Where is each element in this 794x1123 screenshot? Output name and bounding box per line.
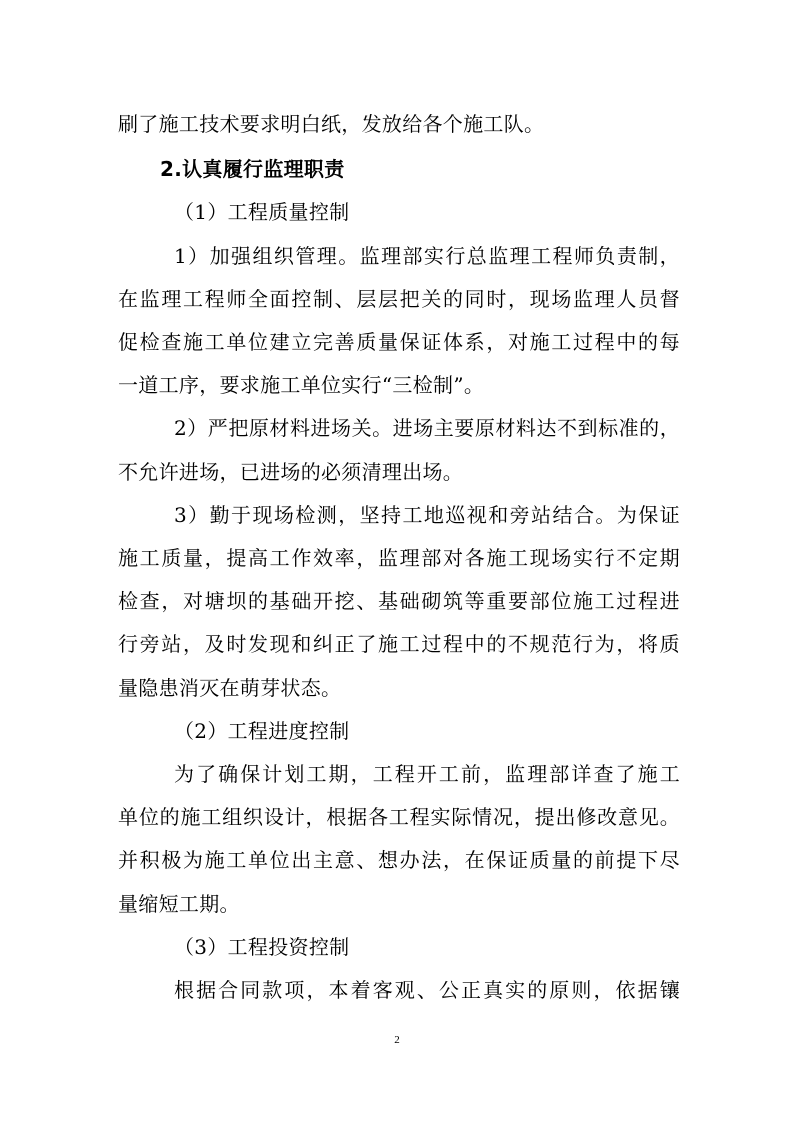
paragraph-line: 刷了施工技术要求明白纸，发放给各个施工队。 xyxy=(118,112,545,136)
paragraph-line: 3）勤于现场检测，坚持工地巡视和旁站结合。为保证 xyxy=(174,503,680,527)
paragraph-line: 根据合同款项，本着客观、公正真实的原则，依据镶 xyxy=(174,978,680,1002)
paragraph-line: 并积极为施工单位出主意、想办法，在保证质量的前提下尽 xyxy=(118,848,680,872)
paragraph-line: 一道工序，要求施工单位实行“三检制”。 xyxy=(118,373,485,397)
paragraph-line: 施工质量，提高工作效率，监理部对各施工现场实行不定期 xyxy=(118,546,680,570)
paragraph-line: 在监理工程师全面控制、层层把关的同时，现场监理人员督 xyxy=(118,287,680,311)
paragraph-line: 单位的施工组织设计，根据各工程实际情况，提出修改意见。 xyxy=(118,805,680,829)
section-heading: 2.认真履行监理职责 xyxy=(160,157,345,181)
subsection-heading: （3）工程投资控制 xyxy=(174,935,350,959)
paragraph-line: 为了确保计划工期，工程开工前，监理部详查了施工 xyxy=(174,762,680,786)
paragraph-line: 检查，对塘坝的基础开挖、基础砌筑等重要部位施工过程进 xyxy=(118,589,680,613)
subsection-heading: （1）工程质量控制 xyxy=(174,200,350,224)
page-number: 2 xyxy=(394,1034,400,1046)
paragraph-line: 行旁站，及时发现和纠正了施工过程中的不规范行为，将质 xyxy=(118,632,680,656)
paragraph-line: 不允许进场，已进场的必须清理出场。 xyxy=(118,460,464,484)
paragraph-line: 2）严把原材料进场关。进场主要原材料达不到标准的， xyxy=(174,416,680,440)
paragraph-line: 促检查施工单位建立完善质量保证体系，对施工过程中的每 xyxy=(118,330,680,354)
paragraph-line: 量隐患消灭在萌芽状态。 xyxy=(118,676,342,700)
paragraph-line: 量缩短工期。 xyxy=(118,892,240,916)
paragraph-line: 1）加强组织管理。监理部实行总监理工程师负责制， xyxy=(174,244,680,268)
subsection-heading: （2）工程进度控制 xyxy=(174,719,350,743)
